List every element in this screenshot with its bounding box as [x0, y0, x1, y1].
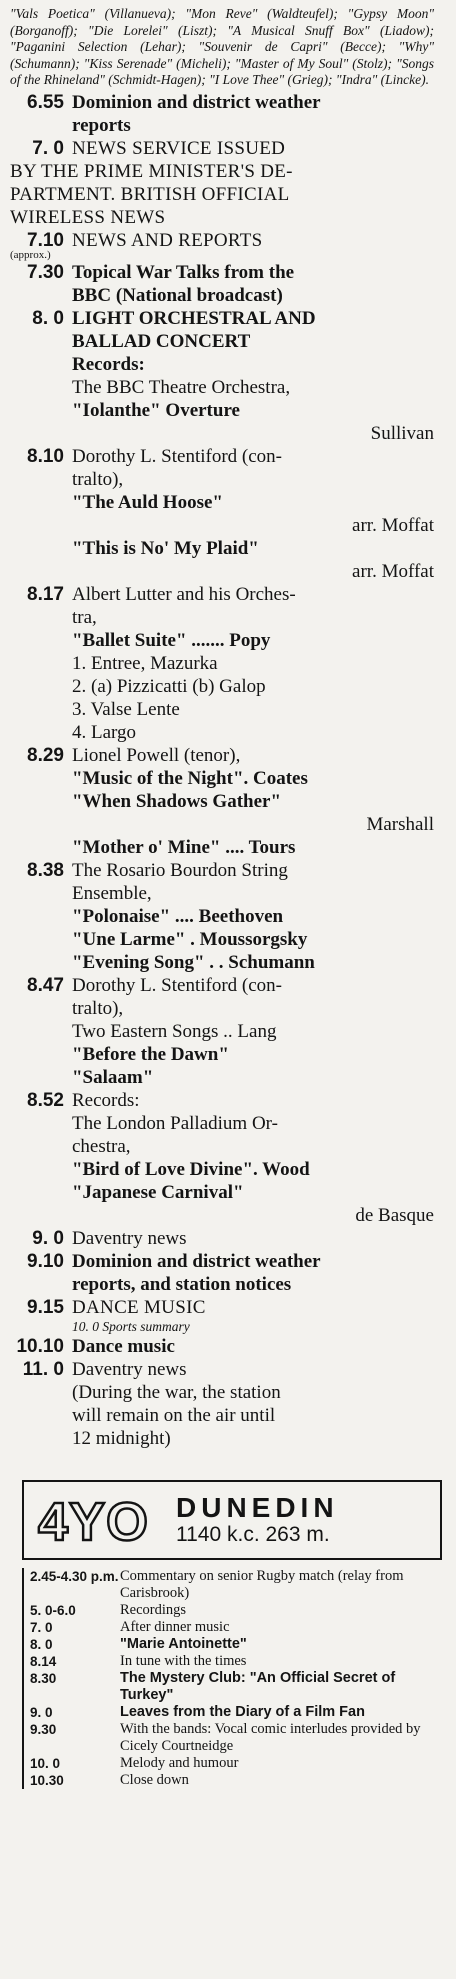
- station-name: DUNEDIN: [176, 1491, 339, 1523]
- composer: Marshall: [366, 813, 434, 835]
- programme-line: "Japanese Carnival": [72, 1181, 244, 1203]
- schedule-row: [30, 1670, 434, 1704]
- programme-line: LIGHT ORCHESTRAL AND: [72, 307, 316, 329]
- composer: arr. Moffat: [352, 560, 434, 582]
- programme-line: BBC (National broadcast): [72, 284, 283, 306]
- programme-line: DANCE MUSIC: [72, 1296, 206, 1318]
- schedule-row: [30, 1636, 434, 1653]
- programme-line: Topical War Talks from the: [72, 261, 295, 283]
- programme-body: [72, 974, 434, 1089]
- programme-time: 9.10: [27, 1250, 64, 1272]
- programme-entry: [10, 1296, 434, 1335]
- schedule-time: 2.45-4.30 p.m.: [30, 1568, 119, 1584]
- schedule-row: [30, 1619, 434, 1636]
- programme-line: "Iolanthe" Overture: [72, 399, 240, 421]
- programme-entry: [10, 445, 434, 583]
- programme-body: [72, 91, 434, 137]
- programme-body: [72, 859, 434, 974]
- programme-time: 9. 0: [32, 1227, 64, 1249]
- programme-entry: [10, 307, 434, 445]
- programme-line: Dorothy L. Stentiford (con-: [72, 445, 283, 467]
- programme-line: 12 midnight): [72, 1427, 171, 1449]
- schedule-row: [30, 1568, 434, 1602]
- sports-note: 10. 0 Sports summary: [72, 1318, 190, 1334]
- programme-body: [72, 445, 434, 583]
- programme-line: "Music of the Night". Coates: [72, 767, 308, 789]
- programme-line: "When Shadows Gather": [72, 790, 282, 812]
- programme-body: [72, 1089, 434, 1227]
- programme-line: reports, and station notices: [72, 1273, 292, 1295]
- programme-entry: [10, 583, 434, 744]
- programme-time: 8.10: [27, 445, 64, 467]
- schedule-desc: After dinner music: [120, 1618, 230, 1635]
- programme-time: 8.17: [27, 583, 64, 605]
- programme-line: "Bird of Love Divine". Wood: [72, 1158, 310, 1180]
- programme-entry: [10, 859, 434, 974]
- programme-entry: [10, 1358, 434, 1450]
- programme-line: The BBC Theatre Orchestra,: [72, 376, 291, 398]
- schedule-row: [30, 1721, 434, 1755]
- programme-time: 8.47: [27, 974, 64, 996]
- programme-line: Two Eastern Songs .. Lang: [72, 1020, 277, 1042]
- programme-line: Dominion and district weather: [72, 91, 321, 113]
- programme-line: Dorothy L. Stentiford (con-: [72, 974, 283, 996]
- programme-line: Records:: [72, 1089, 140, 1111]
- programme-line: "The Auld Hoose": [72, 491, 223, 513]
- programme-body: [72, 1335, 434, 1358]
- programme-line: "Before the Dawn": [72, 1043, 229, 1065]
- programme-body: [72, 137, 434, 160]
- programme-body: [72, 1227, 434, 1250]
- schedule-row: [30, 1602, 434, 1619]
- programme-list: [10, 91, 434, 1450]
- programme-time: 7.30: [27, 261, 64, 283]
- station-schedule: [22, 1568, 434, 1789]
- schedule-time: 8.14: [30, 1653, 57, 1669]
- schedule-time: 8.30: [30, 1670, 57, 1686]
- schedule-row: [30, 1772, 434, 1789]
- programme-body: [72, 1250, 434, 1296]
- programme-entry: [10, 261, 434, 307]
- composer: Sullivan: [370, 422, 434, 444]
- programme-entry: [10, 974, 434, 1089]
- station-frequency: 1140 k.c. 263 m.: [176, 1522, 330, 1546]
- programme-line: Dance music: [72, 1335, 175, 1357]
- programme-line: NEWS AND REPORTS: [72, 229, 263, 251]
- programme-line: "Ballet Suite" ....... Popy: [72, 629, 271, 651]
- programme-time: 9.15: [27, 1296, 64, 1318]
- schedule-row: [30, 1653, 434, 1670]
- approx-note: (approx.): [10, 248, 51, 261]
- programme-line: reports: [72, 114, 131, 136]
- programme-time: 11. 0: [22, 1358, 64, 1380]
- programme-line: "This is No' My Plaid": [72, 537, 259, 559]
- programme-time: 10.10: [16, 1335, 64, 1357]
- programme-line: The London Palladium Or-: [72, 1112, 278, 1134]
- composer: arr. Moffat: [352, 514, 434, 536]
- programme-line: Daventry news: [72, 1358, 187, 1380]
- schedule-time: 5. 0-6.0: [30, 1602, 76, 1618]
- programme-body: [72, 744, 434, 859]
- schedule-row: [30, 1704, 434, 1721]
- programme-line: "Evening Song" . . Schumann: [72, 951, 315, 973]
- schedule-desc: With the bands: Vocal comic interludes provided by Cicely Courtneidge: [120, 1720, 421, 1754]
- programme-entry: [10, 744, 434, 859]
- programme-line: The Rosario Bourdon String: [72, 859, 288, 881]
- programme-entry: [10, 1335, 434, 1358]
- programme-line: (During the war, the station: [72, 1381, 281, 1403]
- programme-time: 7. 0: [32, 137, 64, 159]
- programme-entry: [10, 137, 434, 160]
- programme-line: NEWS SERVICE ISSUED: [72, 137, 286, 159]
- schedule-row: [30, 1755, 434, 1772]
- programme-line: Daventry news: [72, 1227, 187, 1249]
- schedule-desc: Close down: [120, 1771, 189, 1788]
- svg-text:4YO: 4YO: [38, 1491, 150, 1548]
- suite-item: 3. Valse Lente: [72, 698, 180, 720]
- programme-line: chestra,: [72, 1135, 131, 1157]
- programme-entry: [10, 1089, 434, 1227]
- station-logo: [36, 1492, 154, 1548]
- programme-entry: [10, 229, 434, 252]
- schedule-desc: Recordings: [120, 1601, 187, 1618]
- programme-time: 8. 0: [32, 307, 64, 329]
- programme-line: "Polonaise" .... Beethoven: [72, 905, 284, 927]
- programme-line: Lionel Powell (tenor),: [72, 744, 241, 766]
- schedule-time: 7. 0: [30, 1619, 53, 1635]
- schedule-desc: Leaves from the Diary of a Film Fan: [120, 1703, 365, 1720]
- composer: de Basque: [355, 1204, 434, 1226]
- programme-body: [72, 229, 434, 252]
- suite-item: 2. (a) Pizzicatti (b) Galop: [72, 675, 266, 697]
- programme-line: "Mother o' Mine" .... Tours: [72, 836, 296, 858]
- programme-entry: [10, 1227, 434, 1250]
- programme-time: 6.55: [27, 91, 64, 113]
- programme-time: 7.10: [27, 229, 64, 251]
- programme-body: [72, 1358, 434, 1450]
- programme-time: 8.38: [27, 859, 64, 881]
- programme-line: tralto),: [72, 997, 124, 1019]
- programme-continuation: PARTMENT. BRITISH OFFICIAL: [10, 183, 290, 205]
- programme-line: "Une Larme" . Moussorgsky: [72, 928, 308, 950]
- programme-body: [72, 261, 434, 307]
- schedule-desc: Melody and humour: [120, 1754, 239, 1771]
- schedule-time: 9. 0: [30, 1704, 53, 1720]
- programme-line: Ensemble,: [72, 882, 152, 904]
- programme-line: tra,: [72, 606, 97, 628]
- programme-entry: [10, 1250, 434, 1296]
- suite-item: 1. Entree, Mazurka: [72, 652, 218, 674]
- schedule-desc: Commentary on senior Rugby match (relay from Carisbrook): [120, 1567, 404, 1601]
- programme-line: Dominion and district weather: [72, 1250, 321, 1272]
- intro-paragraph: "Vals Poetica" (Villanueva); "Mon Reve" (Waldteufel); "Gypsy Moon" (Borganoff); "Die Lorelei" (Liszt); "A Musical Snuff Box" (Liadow); "Paganini Selection (Lehar); "Souvenir de Capri" (Becce); "Why" (Schumann); "Kiss Serenade" (Micheli); "Master of My Soul" (Stolz); "Songs of the Rhineland" (Schmidt-Hagen); "I Love Thee" (Grieg); "Indra" (Lincke).: [10, 6, 434, 88]
- programme-line: will remain on the air until: [72, 1404, 276, 1426]
- programme-time: 8.52: [27, 1089, 64, 1111]
- schedule-time: 10.30: [30, 1772, 64, 1788]
- suite-item: 4. Largo: [72, 721, 137, 743]
- station-info: [176, 1493, 339, 1547]
- programme-continuation: BY THE PRIME MINISTER'S DE-: [10, 160, 293, 182]
- programme-body: [72, 1296, 434, 1335]
- programme-line: BALLAD CONCERT: [72, 330, 251, 352]
- schedule-desc: "Marie Antoinette": [120, 1635, 247, 1652]
- programme-entry: [10, 91, 434, 137]
- programme-line: tralto),: [72, 468, 124, 490]
- schedule-time: 9.30: [30, 1721, 57, 1737]
- programme-body: [72, 307, 434, 445]
- schedule-time: 8. 0: [30, 1636, 53, 1652]
- schedule-desc: In tune with the times: [120, 1652, 247, 1669]
- programme-continuation: WIRELESS NEWS: [10, 206, 166, 228]
- schedule-desc: The Mystery Club: "An Official Secret of Turkey": [120, 1669, 396, 1703]
- programme-line: Albert Lutter and his Orches-: [72, 583, 296, 605]
- programme-line: "Salaam": [72, 1066, 154, 1088]
- programme-line: Records:: [72, 353, 145, 375]
- programme-time: 8.29: [27, 744, 64, 766]
- schedule-time: 10. 0: [30, 1755, 61, 1771]
- programme-body: [72, 583, 434, 744]
- station-banner: [22, 1480, 442, 1560]
